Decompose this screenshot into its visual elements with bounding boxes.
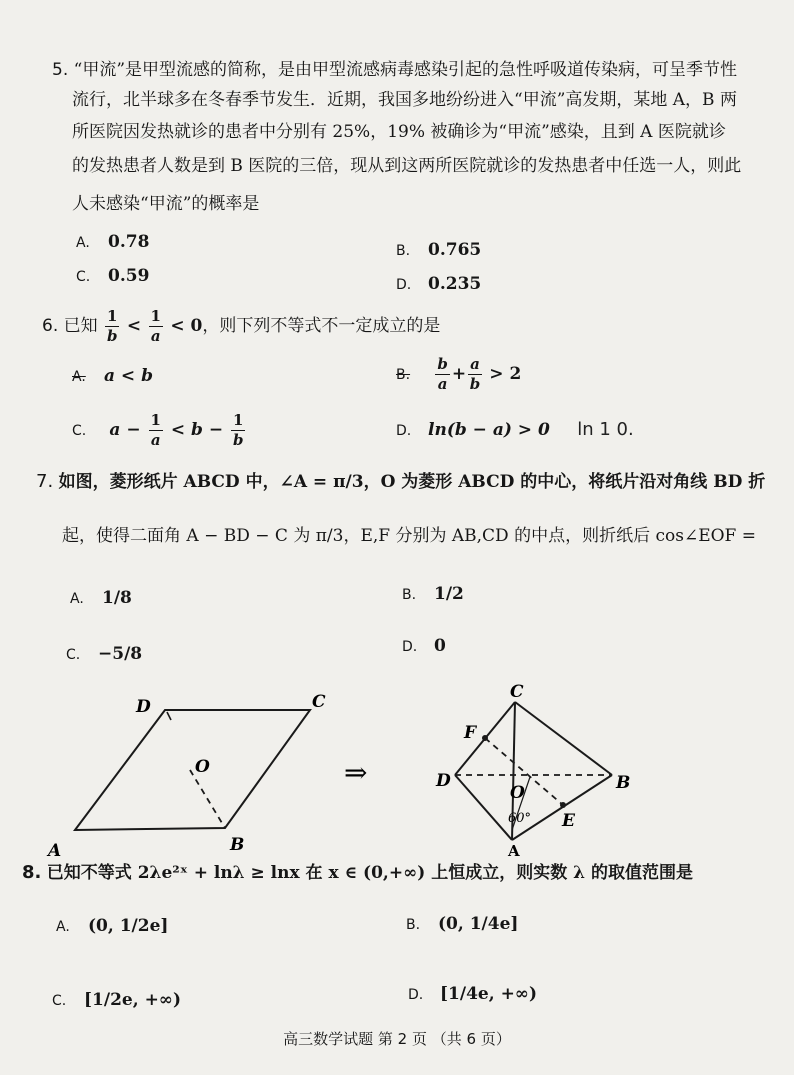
q7-line-1: 7. 如图，菱形纸片 ABCD 中，∠A = π/3，O 为菱形 ABCD 的中心，将纸片沿对角线 BD 折 [36, 471, 766, 492]
label-right-f: F [464, 723, 477, 743]
tick-d [167, 712, 171, 720]
q5-line-3: 所医院因发热就诊的患者中分别有 25%，19% 被确诊为“甲流”感染，且到 A 医院就诊 [72, 122, 726, 142]
label-left-b: B [230, 835, 245, 855]
rhombus-abcd [75, 710, 310, 830]
q5-line-1: 5. “甲流”是甲型流感的简称，是由甲型流感病毒感染引起的急性呼吸道传染病，可呈季节性 [52, 60, 738, 80]
fraction-1-over-a: $\frac{1}{a}$ [150, 307, 161, 345]
q5-line-5: 人未感染“甲流”的概率是 [72, 194, 260, 214]
label-right-b: B [616, 773, 631, 793]
q6-stem: 6. 已知 $\frac{1}{b}$ < $\frac{1}{a}$ < 0，则下列不等式不一定成立的是 [42, 307, 441, 345]
q5-option-b: B. 0.765 [396, 240, 482, 260]
q8-option-a: A. (0, 1/2e] [56, 916, 169, 936]
point-f [482, 735, 488, 741]
label-left-a: A [48, 841, 62, 860]
edge-cb [515, 702, 612, 775]
edge-da [455, 775, 512, 840]
point-e [560, 802, 566, 808]
q8-option-d: D. [1/4e, +∞) [408, 984, 538, 1004]
handwritten-note: ln 1 0. [577, 419, 634, 440]
q6-option-d: D. ln(b − a) > 0 ln 1 0. [396, 419, 634, 440]
q7-line-2: 起，使得二面角 A − BD − C 为 π/3，E,F 分别为 AB,CD 的中点，则折纸后 cos∠EOF = [62, 526, 756, 546]
q7-option-c: C. −5/8 [66, 644, 143, 664]
q5-option-d: D. 0.235 [396, 274, 482, 294]
label-left-d: D [136, 697, 151, 717]
q8-option-b: B. (0, 1/4e] [406, 914, 519, 934]
transform-arrow: ⇒ [344, 756, 368, 789]
q6-option-a: A. a < b [72, 366, 153, 386]
angle-mark: 60° [508, 811, 532, 826]
fraction-1-over-b: $\frac{1}{b}$ [107, 307, 118, 345]
label-right-d: D [436, 771, 451, 791]
diagonal-od-dashed [190, 770, 225, 828]
label-right-a: A [508, 842, 520, 860]
page-footer: 高三数学试题 第 2 页 （共 6 页） [283, 1030, 511, 1048]
label-left-c: C [312, 692, 326, 712]
label-right-c: C [510, 682, 524, 702]
q8-option-c: C. [1/2e, +∞) [52, 990, 182, 1010]
label-right-o: O [510, 783, 525, 803]
q7-option-b: B. 1/2 [402, 584, 464, 604]
label-right-e: E [562, 811, 575, 831]
q8-stem: 8. 已知不等式 2λe²ˣ + lnλ ≥ lnx 在 x ∈ (0,+∞) 上恒成立，则实数 λ 的取值范围是 [22, 862, 693, 883]
q7-option-d: D. 0 [402, 636, 446, 656]
q6-option-b: B. $\frac{b}{a}$ + $\frac{a}{b}$ > 2 [396, 355, 522, 393]
q5-line-4: 的发热患者人数是到 B 医院的三倍，现从到这两所医院就诊的发热患者中任选一人，则此 [72, 156, 742, 176]
q7-option-a: A. 1/8 [70, 588, 132, 608]
q5-line-2: 流行，北半球多在冬春季节发生．近期，我国多地纷纷进入“甲流”高发期，某地 A，B 两 [72, 90, 737, 110]
q5-option-a: A. 0.78 [76, 232, 150, 252]
geometry-figure [0, 680, 794, 860]
q6-option-c: C. a − $\frac{1}{a}$ < b − $\frac{1}{b}$ [72, 411, 244, 449]
q5-option-c: C. 0.59 [76, 266, 150, 286]
label-left-o: O [195, 757, 210, 777]
